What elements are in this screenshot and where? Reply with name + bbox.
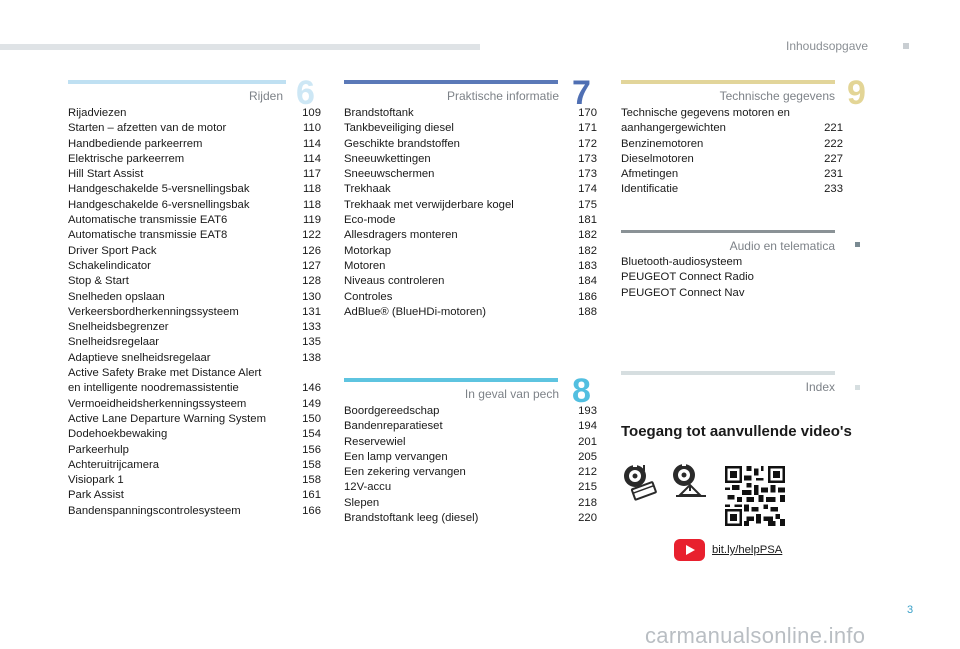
entry-title: PEUGEOT Connect Nav [621,286,745,299]
entry-title: Visiopark 1 [68,474,124,487]
entry-title: Boordgereedschap [344,405,440,417]
entry-page: 231 [824,168,843,181]
toc-entry[interactable] [68,167,321,182]
toc-entry[interactable] [344,435,597,450]
entry-title: Motorkap [344,244,392,257]
entry-page: 222 [824,137,843,150]
entry-list [621,255,843,301]
entry-page: 218 [578,496,597,509]
section-bar [68,80,286,84]
toc-entry[interactable] [621,152,843,167]
entry-title: Snelheden opslaan [68,290,165,303]
toc-entry[interactable] [68,335,321,350]
toc-entry[interactable] [344,137,597,152]
section-dot [855,385,860,390]
entry-page: 175 [578,198,597,211]
entry-title: Geschikte brandstoffen [344,137,460,150]
entry-page: 172 [578,137,597,150]
section-number: 8 [572,372,591,410]
toc-entry[interactable] [344,198,597,213]
entry-list [344,106,597,320]
entry-title: Trekhaak [344,183,391,196]
entry-title: Snelheidsbegrenzer [68,321,169,334]
toc-entry[interactable] [68,274,321,289]
entry-title: Allesdragers monteren [344,229,458,242]
entry-page: 133 [302,321,321,334]
header-bar [0,44,480,50]
toc-entry[interactable] [68,504,321,519]
entry-title: Achteruitrijcamera [68,458,160,471]
entry-page: 158 [302,458,321,471]
section-title: Index [805,380,835,394]
toc-entry[interactable] [68,244,321,259]
section-title: Praktische informatie [446,89,559,103]
entry-page: 171 [578,122,597,135]
entry-page: 118 [302,198,321,211]
entry-page: 193 [578,405,597,417]
entry-page: 173 [578,168,597,181]
entry-title: Tankbeveiliging diesel [344,122,454,135]
toc-entry[interactable] [344,228,597,243]
entry-page: 170 [578,107,597,119]
toc-entry[interactable] [621,255,843,270]
toc-entry[interactable] [68,290,321,305]
qr-code-icon[interactable] [725,466,785,526]
entry-title: Trekhaak met verwijderbare kogel [344,198,514,211]
entry-page: 122 [302,229,321,242]
entry-page: 215 [578,481,597,494]
entry-title: Elektrische parkeerrem [68,152,185,165]
toc-entry[interactable] [344,152,597,167]
entry-page: 117 [302,168,321,181]
entry-title: Stop & Start [68,275,129,288]
entry-page: 166 [302,504,321,517]
entry-title: PEUGEOT Connect Radio [621,271,754,284]
toc-entry[interactable] [68,427,321,442]
entry-page: 201 [578,435,597,448]
entry-page: 131 [302,305,321,318]
toc-entry[interactable] [344,480,597,495]
entry-title: Active Lane Departure Warning System [68,412,266,425]
toc-entry[interactable] [344,244,597,259]
toc-entry[interactable] [68,366,321,397]
entry-title: Sneeuwschermen [344,168,435,181]
toc-entry[interactable] [68,488,321,503]
entry-title: Handbediende parkeerrem [68,137,203,150]
toc-entry[interactable] [344,419,597,434]
section-title: Rijden [248,89,283,103]
entry-title: Technische gegevens motoren en aanhangergewichten [621,107,790,135]
toc-entry[interactable] [621,182,843,197]
section-bar [344,378,558,382]
entry-list [344,404,597,526]
entry-title: Active Safety Brake met Distance Alert en intelligente noodremassistentie [68,367,262,395]
toc-entry[interactable] [68,351,321,366]
entry-title: Sneeuwkettingen [344,152,431,165]
section-number: 9 [847,74,866,112]
entry-title: Bluetooth-audiosysteem [621,256,743,268]
entry-title: Rijadviezen [68,107,127,119]
entry-title: Adaptieve snelheidsregelaar [68,351,211,364]
toc-entry[interactable] [344,121,597,136]
entry-title: Brandstoftank leeg (diesel) [344,512,479,525]
entry-title: Schakelindicator [68,259,151,272]
toc-entry[interactable] [68,106,321,121]
entry-page: 135 [302,336,321,349]
toc-entry[interactable] [344,259,597,274]
entry-title: Starten – afzetten van de motor [68,122,227,135]
toc-entry[interactable] [344,182,597,197]
entry-title: Dodehoekbewaking [68,428,168,441]
entry-page: 126 [302,244,321,257]
entry-title: Motoren [344,259,386,272]
entry-title: Park Assist [68,489,124,502]
toc-entry[interactable] [68,305,321,320]
entry-page: 114 [302,152,321,165]
entry-title: Bandenreparatieset [344,420,443,433]
toc-entry[interactable] [68,213,321,228]
page-number: 3 [907,604,914,616]
toc-entry[interactable] [68,121,321,136]
entry-page: 128 [302,275,321,288]
entry-title: Slepen [344,496,380,509]
toc-entry[interactable] [68,259,321,274]
entry-page: 221 [824,122,843,135]
toc-entry[interactable] [68,458,321,473]
toc-entry[interactable] [344,106,597,121]
entry-page: 183 [578,259,597,272]
toc-entry[interactable] [344,213,597,228]
section-number: 7 [572,74,591,112]
entry-page: 212 [578,466,597,479]
video-link[interactable]: bit.ly/helpPSA [712,544,783,556]
section-dot [855,242,860,247]
entry-title: Benzinemotoren [621,137,704,150]
entry-page: 174 [578,183,597,196]
section-bar [344,80,558,84]
toc-entry[interactable] [68,443,321,458]
watermark: carmanualsonline.info [645,623,866,648]
entry-title: Snelheidsregelaar [68,336,160,349]
entry-page: 182 [578,229,597,242]
toc-entry[interactable] [621,106,843,137]
entry-title: Automatische transmissie EAT8 [68,229,228,242]
toc-entry[interactable] [621,137,843,152]
entry-page: 156 [302,443,321,456]
entry-title: Dieselmotoren [621,152,694,165]
entry-page: 110 [302,122,321,135]
wheel-toolbox-icon [621,461,659,501]
entry-title: Vermoeidheidsherkenningssysteem [68,397,247,410]
entry-title: Bandenspanningscontrolesysteem [68,504,241,517]
toc-entry[interactable] [68,198,321,213]
section-title: In geval van pech [464,387,559,401]
entry-title: Identificatie [621,183,679,196]
entry-title: 12V-accu [344,481,392,494]
entry-title: Niveaus controleren [344,275,445,288]
entry-title: Afmetingen [621,168,679,181]
entry-title: Reservewiel [344,435,406,448]
entry-page: 227 [824,152,843,165]
section-bar [621,371,835,375]
entry-page: 161 [302,489,321,502]
entry-page: 184 [578,275,597,288]
videos-title: Toegang tot aanvullende video's [621,423,852,440]
entry-page: 146 [302,382,321,395]
entry-title: Handgeschakelde 5-versnellingsbak [68,183,250,196]
entry-title: Een lamp vervangen [344,450,448,463]
toc-entry[interactable] [621,167,843,182]
entry-page: 233 [824,183,843,196]
section-bar [621,230,835,233]
entry-page: 220 [578,512,597,525]
toc-entry[interactable] [68,320,321,335]
toc-entry[interactable] [68,473,321,488]
entry-title: Een zekering vervangen [344,466,466,479]
entry-title: Automatische transmissie EAT6 [68,214,228,227]
toc-entry[interactable] [344,496,597,511]
entry-list [68,106,321,519]
entry-page: 138 [302,351,321,364]
youtube-icon[interactable] [674,539,705,561]
toc-entry[interactable] [68,137,321,152]
header-square [903,43,909,49]
toc-entry[interactable] [621,286,843,301]
toc-entry[interactable] [344,465,597,480]
section-bar [621,80,835,84]
toc-entry[interactable] [68,152,321,167]
toc-entry[interactable] [68,412,321,427]
entry-page: 130 [302,290,321,303]
section-title: Audio en telematica [729,239,835,253]
toc-entry[interactable] [344,404,597,419]
entry-page: 158 [302,474,321,487]
entry-page: 188 [578,305,597,318]
entry-page: 205 [578,450,597,463]
section-number: 6 [296,74,315,112]
entry-title: AdBlue® (BlueHDi-motoren) [344,305,487,318]
entry-page: 114 [302,137,321,150]
entry-list [621,106,843,198]
header-title: Inhoudsopgave [786,39,869,53]
toc-entry[interactable] [621,270,843,285]
entry-page: 118 [302,183,321,196]
entry-page: 150 [302,412,321,425]
entry-page: 154 [302,428,321,441]
entry-title: Controles [344,290,393,303]
toc-entry[interactable] [344,274,597,289]
entry-title: Eco-mode [344,214,396,227]
entry-page: 173 [578,152,597,165]
entry-title: Driver Sport Pack [68,244,157,257]
entry-page: 149 [302,397,321,410]
entry-title: Parkeerhulp [68,443,129,456]
toc-entry[interactable] [344,511,597,526]
entry-title: Verkeersbordherkenningssysteem [68,305,239,318]
toc-entry[interactable] [344,167,597,182]
entry-title: Hill Start Assist [68,168,144,181]
toc-entry[interactable] [344,305,597,320]
entry-title: Handgeschakelde 6-versnellingsbak [68,198,250,211]
toc-entry[interactable] [344,290,597,305]
toc-entry[interactable] [68,182,321,197]
entry-page: 181 [578,214,597,227]
entry-page: 109 [302,107,321,119]
toc-entry[interactable] [344,450,597,465]
entry-page: 119 [302,214,321,227]
entry-page: 127 [302,259,321,272]
wheel-jack-icon [670,461,710,501]
entry-page: 186 [578,290,597,303]
toc-entry[interactable] [68,397,321,412]
entry-page: 182 [578,244,597,257]
entry-page: 194 [578,420,597,433]
entry-title: Brandstoftank [344,107,414,119]
section-title: Technische gegevens [719,89,835,103]
toc-entry[interactable] [68,228,321,243]
